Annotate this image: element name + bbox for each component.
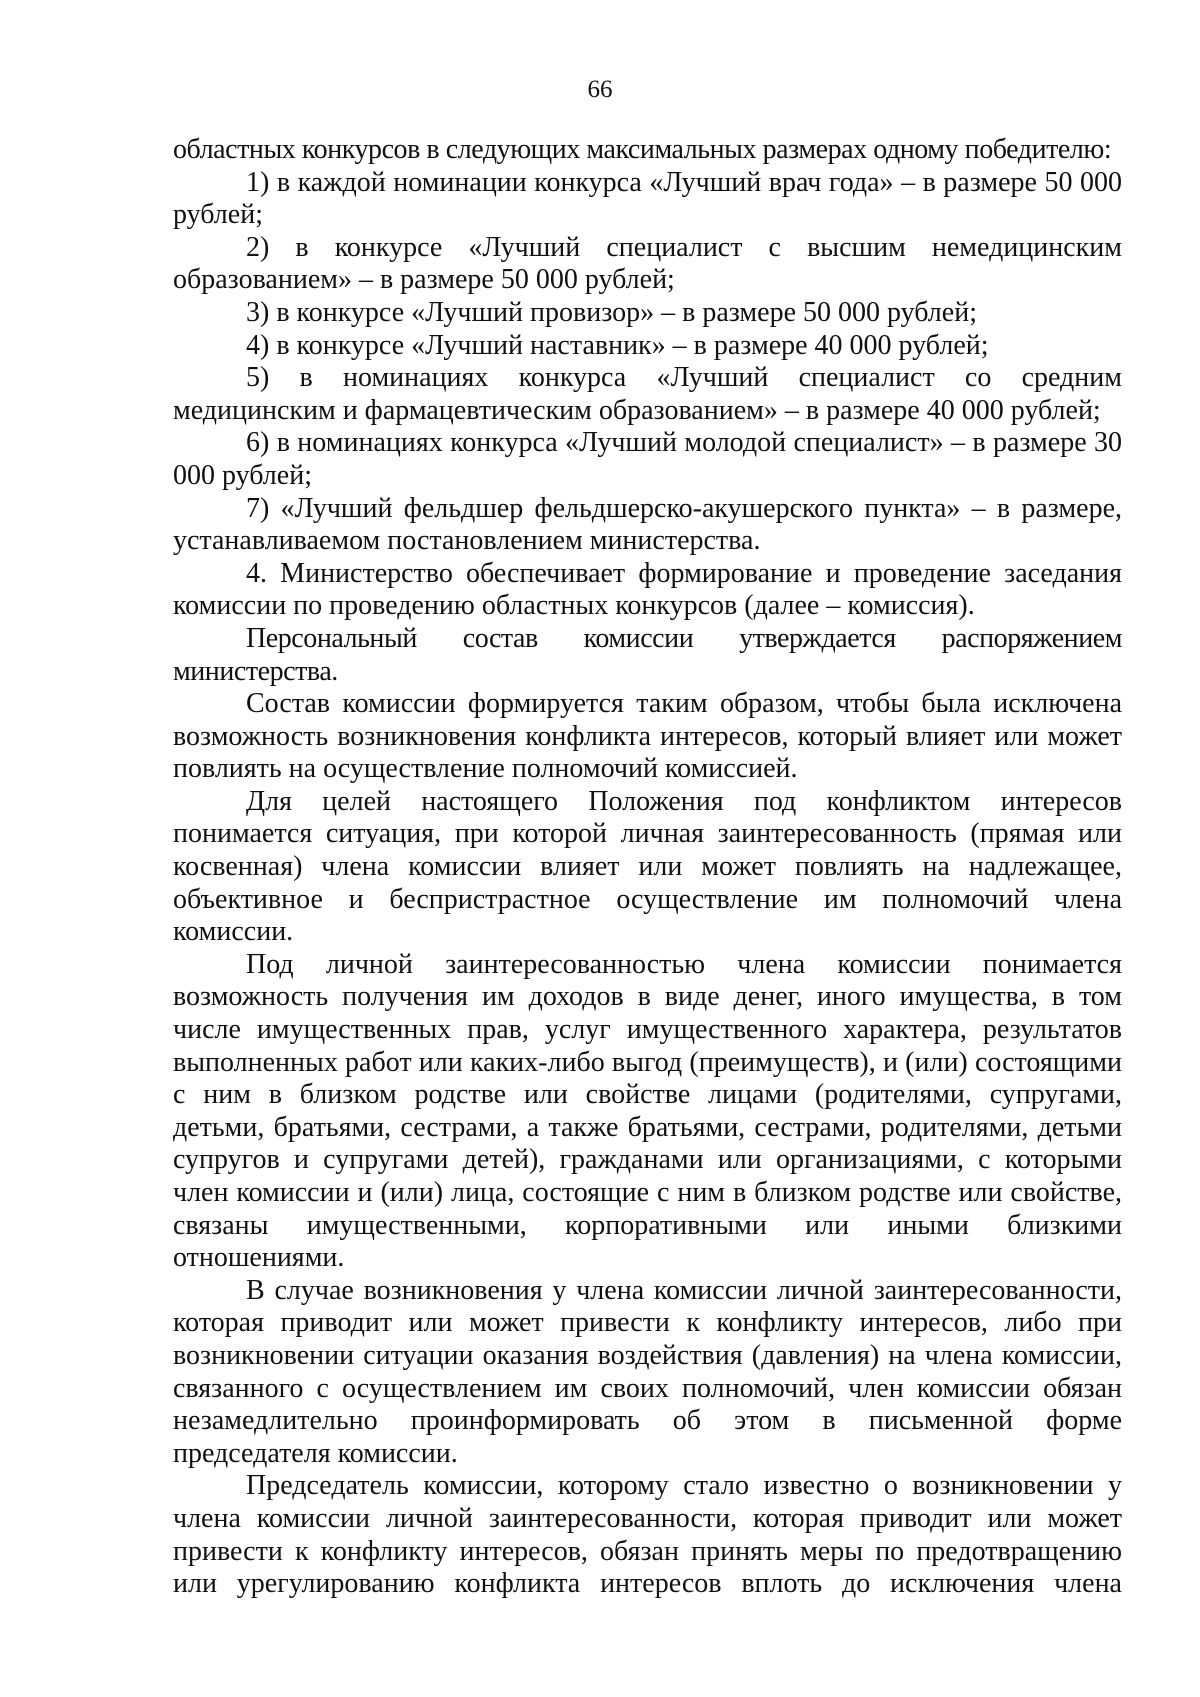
paragraph: Состав комиссии формируется таким образом, чтобы была исключена возможность возникновения конфликта интересов, который влияет или может повлиять на осуществление полномочий комиссией.: [173, 688, 1122, 785]
paragraph: В случае возникновения у члена комиссии личной заинтересованности, которая приводит или может привести к конфликту интересов, либо при возникновении ситуации оказания воздействия (давления) на члена комиссии, связанного с осуществлением им своих полномочий, член комиссии обязан незамедлительно проинформировать об этом в письменной форме председателя комиссии.: [173, 1274, 1122, 1469]
paragraph: 4. Министерство обеспечивает формирование и проведение заседания комиссии по проведению областных конкурсов (далее – комиссия).: [173, 557, 1122, 622]
page-number: 66: [587, 76, 613, 103]
paragraph: Персональный состав комиссии утверждается распоряжением министерства.: [173, 622, 1122, 687]
paragraph: 3) в конкурсе «Лучший провизор» – в размере 50 000 рублей;: [246, 296, 977, 328]
paragraph: 4) в конкурсе «Лучший наставник» – в размере 40 000 рублей;: [246, 329, 989, 361]
paragraph: 5) в номинациях конкурса «Лучший специалист со средним медицинским и фармацевтическим образованием» – в размере 40 000 рублей;: [173, 362, 1122, 426]
paragraph: 7) «Лучший фельдшер фельдшерско-акушерского пункта» – в размере, устанавливаемом постановлением министерства.: [173, 492, 1122, 557]
document-body: [173, 134, 1122, 1601]
paragraph: областных конкурсов в следующих максимальных размерах одному победителю:: [173, 134, 1112, 165]
paragraph: 6) в номинациях конкурса «Лучший молодой специалист» – в размере 30 000 рублей;: [173, 427, 1122, 491]
paragraph: Председатель комиссии, которому стало известно о возникновении у члена комиссии личной заинтересованности, которая приводит или может привести к конфликту интересов, обязан принять меры по предотвращению или урегулированию конфликта интересов вплоть до исключения члена: [173, 1470, 1122, 1600]
paragraph: 1) в каждой номинации конкурса «Лучший врач года» – в размере 50 000 рублей;: [173, 166, 1122, 231]
paragraph: 2) в конкурсе «Лучший специалист с высшим немедицинским образованием» – в размере 50 000 рублей;: [173, 231, 1122, 296]
paragraph: Под личной заинтересованностью члена комиссии понимается возможность получения им доходов в виде денег, иного имущества, в том числе имущественных прав, услуг имущественного характера, результатов выполненных работ или каких-либо выгод (преимуществ), и (или) состоящими с ним в близком родстве или свойстве лицами (родителями, супругами, детьми, братьями, сестрами, а также братьями, сестрами, родителями, детьми супругов и супругами детей), гражданами или организациями, с которыми член комиссии и (или) лица, состоящие с ним в близком родстве или свойстве, связаны имущественными, корпоративными или иными близкими отношениями.: [173, 948, 1122, 1274]
paragraph: Для целей настоящего Положения под конфликтом интересов понимается ситуация, при которой личная заинтересованность (прямая или косвенная) члена комиссии влияет или может повлиять на надлежащее, объективное и беспристрастное осуществление им полномочий члена комиссии.: [173, 785, 1122, 948]
